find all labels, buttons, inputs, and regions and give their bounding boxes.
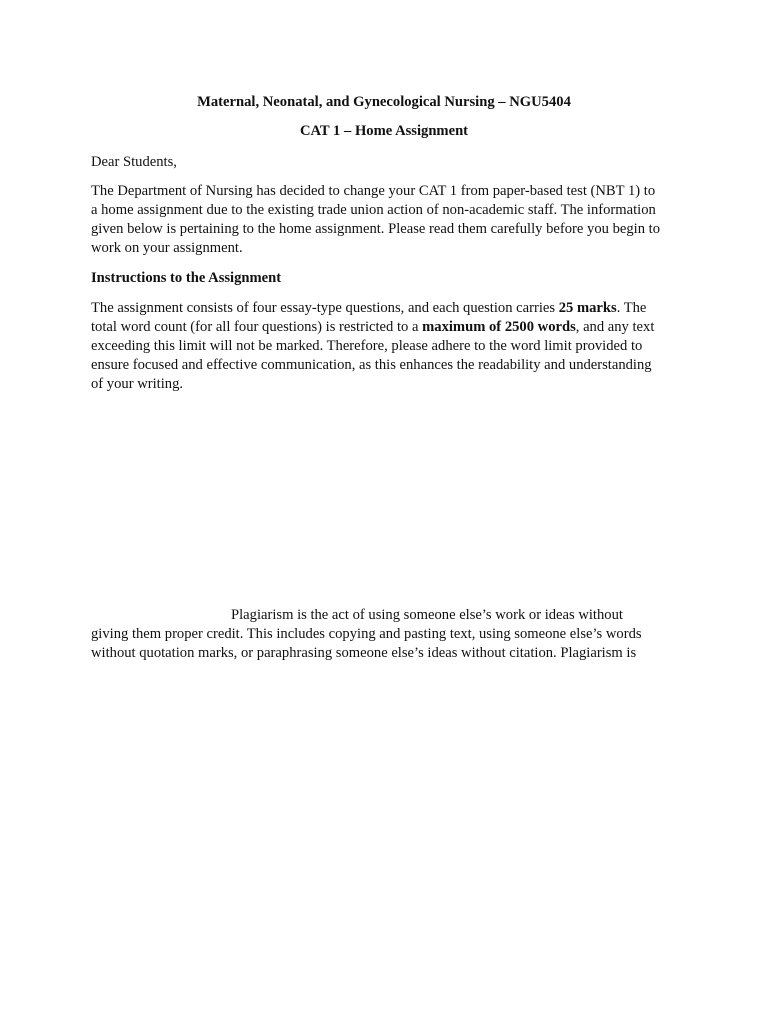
instructions-line [91, 318, 691, 337]
instructions-text: total word count (for all four questions) is restricted to a [91, 319, 423, 335]
plagiarism-line: Plagiarism is the act of using someone else’s work or ideas without [231, 607, 623, 623]
instructions-line: of your writing. [91, 376, 184, 392]
instructions-text: . The [616, 300, 647, 316]
instructions-text: , and any text [575, 319, 655, 335]
plagiarism-paragraph [91, 606, 691, 663]
document-title: Maternal, Neonatal, and Gynecological Nursing – NGU5404 [197, 94, 571, 110]
document-subtitle: CAT 1 – Home Assignment [299, 123, 469, 139]
intro-line: The Department of Nursing has decided to change your CAT 1 from paper-based test (NBT 1) to [91, 183, 656, 199]
intro-line: work on your assignment. [91, 240, 243, 256]
instructions-line [91, 299, 691, 318]
instructions-paragraph [91, 299, 691, 394]
plagiarism-line: without quotation marks, or paraphrasing someone else’s ideas without citation. Plagiarism is [91, 645, 637, 661]
instructions-line: ensure focused and effective communication, as this enhances the readability and understanding [91, 357, 652, 373]
instructions-text: The assignment consists of four essay-type questions, and each question carries [91, 300, 559, 316]
intro-paragraph [91, 182, 691, 258]
marks-emphasis: 25 marks [558, 300, 617, 316]
plagiarism-line: giving them proper credit. This includes copying and pasting text, using someone else’s words [91, 626, 642, 642]
salutation: Dear Students, [91, 154, 177, 170]
instructions-line: exceeding this limit will not be marked. Therefore, please adhere to the word limit provided to [91, 338, 643, 354]
word-limit-emphasis: maximum of 2500 words [422, 319, 576, 335]
intro-line: a home assignment due to the existing trade union action of non-academic staff. The information [91, 202, 656, 218]
intro-line: given below is pertaining to the home assignment. Please read them carefully before you begin to [91, 221, 660, 237]
section-heading: Instructions to the Assignment [91, 270, 282, 286]
